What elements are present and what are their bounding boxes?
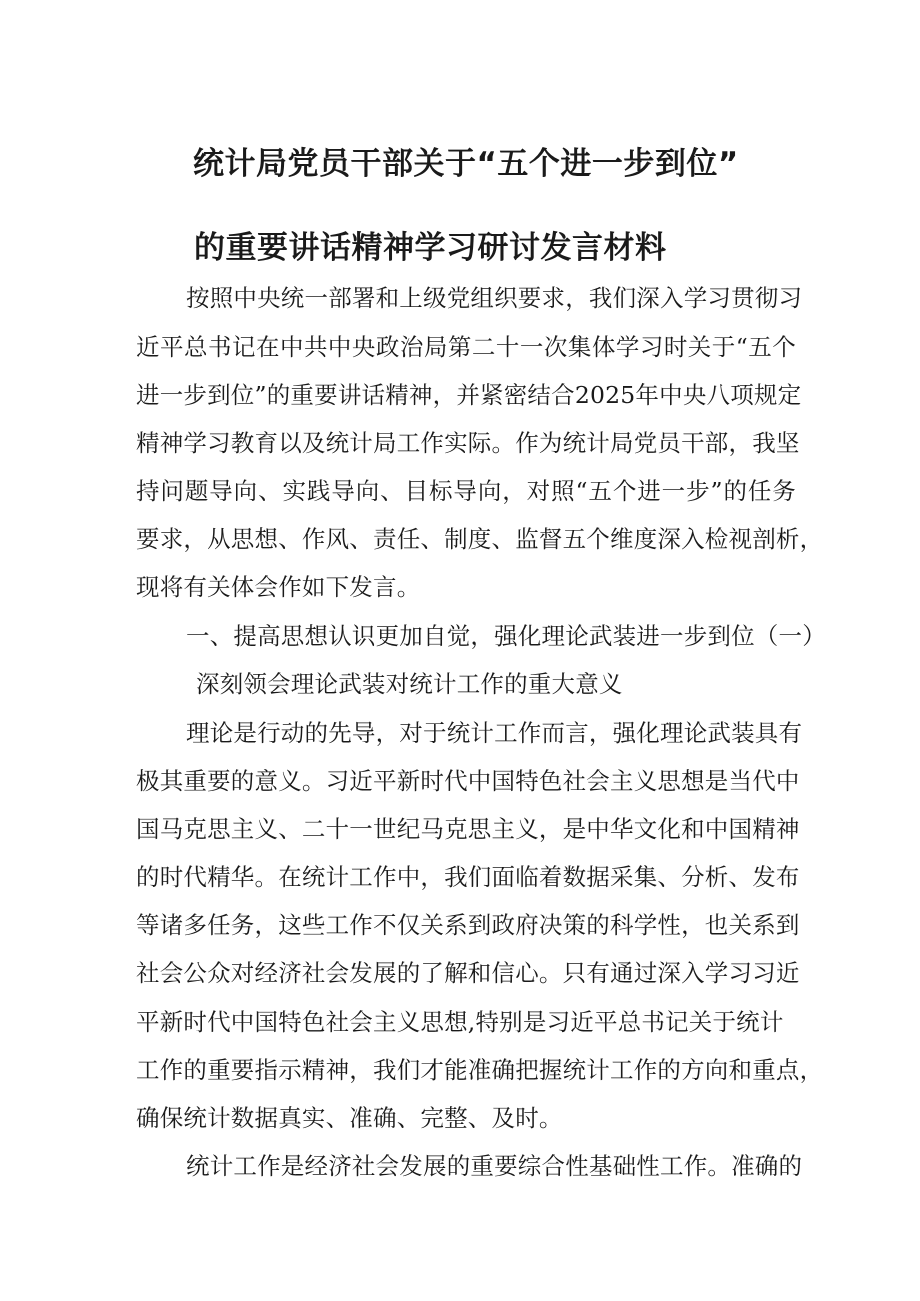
text-line: 近平总书记在中共中央政治局第二十一次集体学习时关于“五个	[136, 333, 796, 361]
section-heading: 一、提高思想认识更加自觉，强化理论武装进一步到位（一）	[186, 622, 826, 650]
text-line: 持问题导向、实践导向、目标导向，对照“五个进一步”的任务	[136, 477, 796, 505]
text-line: 等诸多任务，这些工作不仅关系到政府决策的科学性，也关系到	[136, 911, 800, 939]
text-line: 按照中央统一部署和上级党组织要求，我们深入学习贯彻习	[186, 284, 803, 312]
document-title-line-1: 统计局党员干部关于“五个进一步到位”	[193, 146, 739, 182]
text-line: 社会公众对经济社会发展的了解和信心。只有通过深入学习习近	[136, 959, 800, 987]
document-title-line-2: 的重要讲话精神学习研讨发言材料	[194, 230, 667, 266]
text-line: 要求，从思想、作风、责任、制度、监督五个维度深入检视剖析，	[136, 525, 824, 553]
text-line: 确保统计数据真实、准确、完整、及时。	[136, 1104, 563, 1132]
text-line: 统计工作是经济社会发展的重要综合性基础性工作。准确的	[186, 1152, 803, 1180]
text-line: 平新时代中国特色社会主义思想,特别是习近平总书记关于统计	[136, 1008, 784, 1036]
text-line: 的时代精华。在统计工作中，我们面临着数据采集、分析、发布	[136, 863, 800, 891]
text-line: 现将有关体会作如下发言。	[136, 573, 421, 601]
text-line: 精神学习教育以及统计局工作实际。作为统计局党员干部，我坚	[136, 429, 800, 457]
text-line: 极其重要的意义。习近平新时代中国特色社会主义思想是当代中	[136, 767, 800, 795]
text-line: 进一步到位”的重要讲话精神，并紧密结合2025年中央八项规定	[136, 381, 802, 409]
subsection-heading: 深刻领会理论武装对统计工作的重大意义	[196, 670, 623, 698]
text-line: 工作的重要指示精神，我们才能准确把握统计工作的方向和重点，	[136, 1056, 824, 1084]
text-line: 理论是行动的先导，对于统计工作而言，强化理论武装具有	[186, 719, 803, 747]
text-line: 国马克思主义、二十一世纪马克思主义，是中华文化和中国精神	[136, 815, 800, 843]
